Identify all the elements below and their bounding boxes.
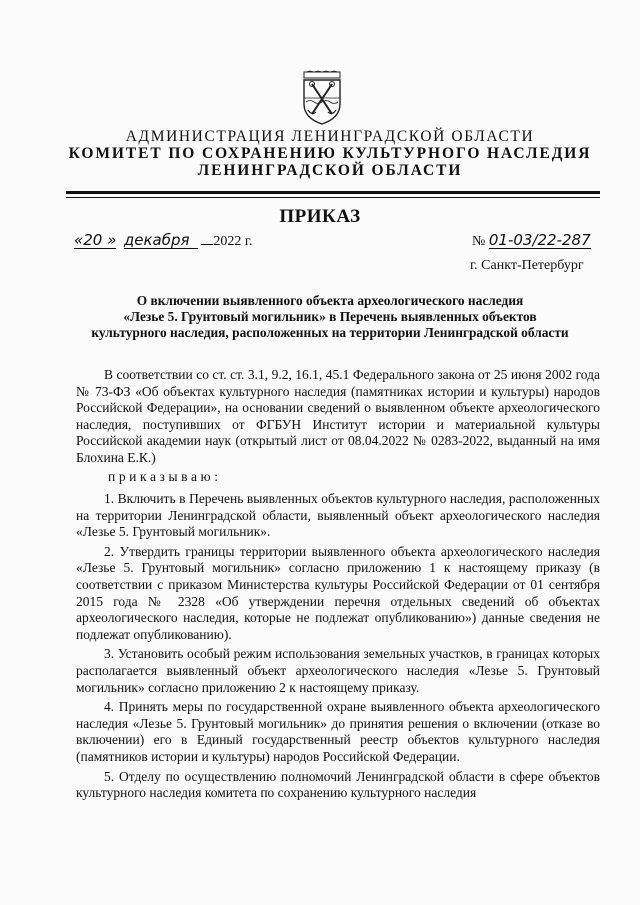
- date-day: «20 »: [74, 231, 117, 249]
- coat-of-arms-icon: [300, 70, 344, 126]
- date-month: декабря: [124, 232, 198, 249]
- order-items: [76, 491, 600, 805]
- order-item: 5. Отделу по осуществлению полномочий Ленинградской области в сфере объектов культурного наследия комитета по сохранению культурного наследия: [76, 768, 600, 801]
- preamble-block: [76, 367, 600, 467]
- date-year: 2022 г.: [213, 234, 253, 249]
- subject-line: О включении выявленного объекта археологического наследия: [136, 293, 524, 308]
- header-rule-thick: [66, 191, 600, 194]
- header-administration: АДМИНИСТРАЦИЯ ЛЕНИНГРАДСКОЙ ОБЛАСТИ: [125, 128, 535, 145]
- header-rule-thin: [66, 197, 600, 198]
- order-item: 4. Принять меры по государственной охране выявленного объекта археологического наследия «Лезье 5. Грунтовый могильник» до принятия решения о включении (отказе во включении) его в Единый государственный реестр объектов культурного наследия (памятников истории и культуры) народов Российской Федерации.: [76, 699, 600, 764]
- subject-line: культурного наследия, расположенных на территории Ленинградской области: [91, 325, 569, 340]
- subject-line: «Лезье 5. Грунтовый могильник» в Перечень выявленных объектов: [123, 309, 537, 324]
- order-subject: [60, 293, 600, 341]
- document-type-title: ПРИКАЗ: [279, 206, 361, 227]
- order-item: 2. Утвердить границы территории выявленного объекта археологического наследия «Лезье 5. Грунтовый могильник» согласно приложению 1 к настоящему приказу (в соответствии с приказом Министерства культуры Российской Федерации от 01 сентября 2015 года № 2328 «Об утверждении перечня отдельных сведений об объектах археологического наследия, которые не подлежат опубликованию») данные сведения не подлежат опубликованию).: [76, 543, 600, 642]
- order-word: приказываю:: [108, 469, 222, 484]
- number-prefix: №: [472, 234, 486, 249]
- city-label: г. Санкт-Петербург: [470, 258, 584, 273]
- order-number: [472, 232, 591, 250]
- order-item: 3. Установить особый режим использования земельных участков, в границах которых располагается выявленный объект археологического наследия «Лезье 5. Грунтовый могильник» согласно приложению 2 к настоящему приказу.: [76, 646, 600, 695]
- preamble-paragraph: В соответствии со ст. ст. 3.1, 9.2, 16.1, 45.1 Федерального закона от 25 июня 2002 года № 73-ФЗ «Об объектах культурного наследия (памятниках истории и культуры) народов Российской Федерации», на основании сведений о выявленном объекте археологического наследия, поступивших от ФГБУН Институт истории и материальной культуры Российской академии наук (открытый лист от 08.04.2022 № 0283-2022, выданный на имя Блохина Е.К.): [76, 367, 600, 465]
- order-item: 1. Включить в Перечень выявленных объектов культурного наследия, расположенных на территории Ленинградской области, выявленный объект археологического наследия «Лезье 5. Грунтовый могильник».: [76, 491, 600, 540]
- number-value: 01-03/22-287: [488, 231, 591, 249]
- header-committee: КОМИТЕТ ПО СОХРАНЕНИЮ КУЛЬТУРНОГО НАСЛЕДИЯ: [68, 145, 592, 162]
- header-region: ЛЕНИНГРАДСКОЙ ОБЛАСТИ: [197, 162, 463, 179]
- order-date: [74, 232, 253, 250]
